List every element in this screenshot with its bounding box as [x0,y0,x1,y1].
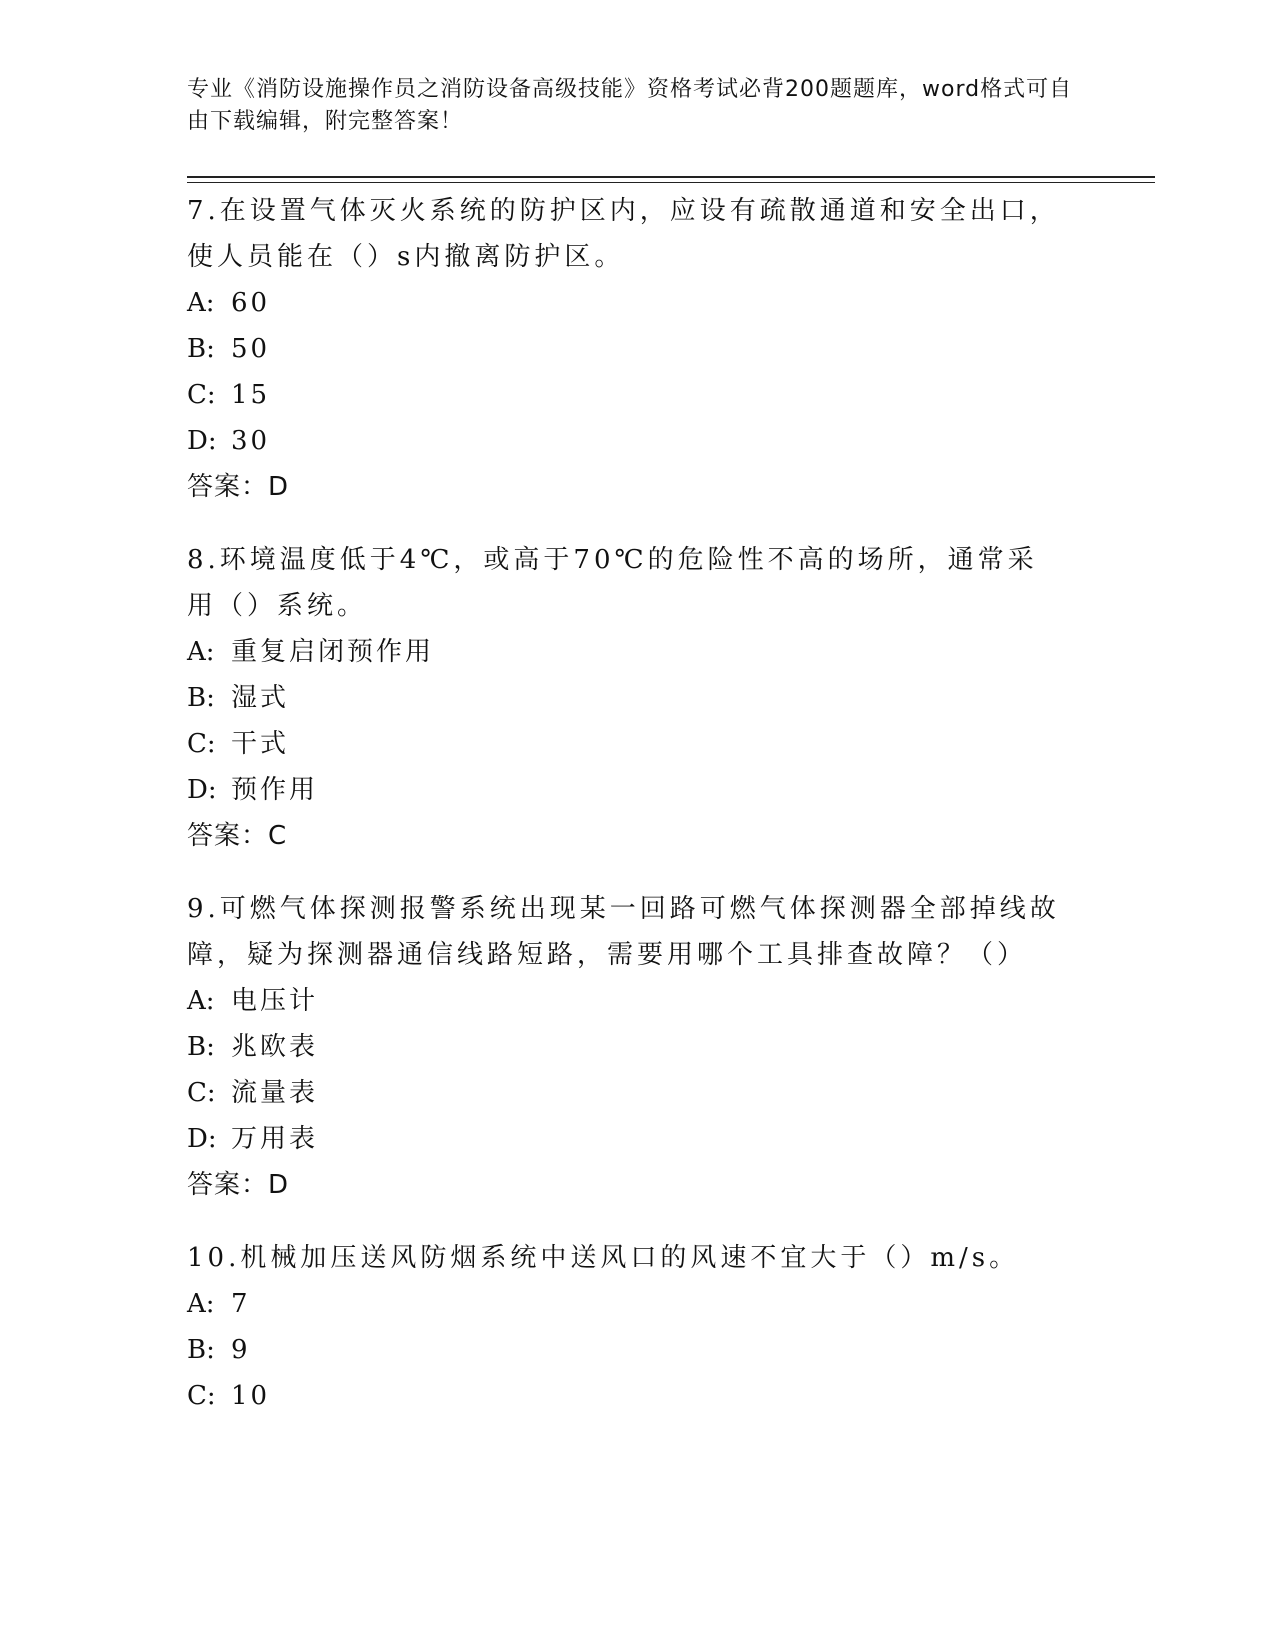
answer: 答案：D [187,472,290,502]
question-7 [187,188,1067,510]
option-value: 流量表 [231,1078,319,1108]
option-value: 干式 [231,729,290,759]
option-value: 9 [231,1335,251,1365]
option-c [187,721,1067,767]
option-label: A: [187,637,215,667]
option-value: 10 [231,1381,271,1411]
option-value: 50 [231,334,271,364]
answer: 答案：C [187,821,288,851]
option-label: C: [187,380,216,410]
option-value: 15 [231,380,271,410]
option-c [187,1373,1067,1419]
option-label: A: [187,288,215,318]
option-a [187,978,1067,1024]
option-value: 电压计 [231,986,319,1016]
option-value: 60 [231,288,271,318]
option-value: 重复启闭预作用 [231,637,435,667]
question-text: 7.在设置气体灭火系统的防护区内，应设有疏散通道和安全出口，使人员能在（）s内撤离防护区。 [187,196,1060,272]
option-label: B: [187,334,215,364]
option-c [187,372,1067,418]
question-text: 9.可燃气体探测报警系统出现某一回路可燃气体探测器全部掉线故障，疑为探测器通信线路短路，需要用哪个工具排查故障？（） [187,894,1060,970]
option-label: B: [187,683,215,713]
option-b [187,326,1067,372]
option-b [187,675,1067,721]
question-text: 10.机械加压送风防烟系统中送风口的风速不宜大于（）m/s。 [187,1243,1020,1273]
option-label: C: [187,729,216,759]
option-label: D: [187,1124,217,1154]
document-header: 专业《消防设施操作员之消防设备高级技能》资格考试必背200题题库，word格式可自由下载编辑，附完整答案！ [187,77,1073,134]
option-label: A: [187,1289,215,1319]
option-value: 30 [231,426,271,456]
option-d [187,1116,1067,1162]
option-label: B: [187,1032,215,1062]
question-8 [187,537,1067,859]
question-9 [187,886,1067,1208]
option-value: 兆欧表 [231,1032,319,1062]
option-c [187,1070,1067,1116]
option-label: C: [187,1381,216,1411]
option-value: 湿式 [231,683,290,713]
header-divider-thin [187,182,1155,183]
question-text: 8.环境温度低于4℃，或高于70℃的危险性不高的场所，通常采用（）系统。 [187,545,1038,621]
option-d [187,418,1067,464]
answer: 答案：D [187,1170,290,1200]
option-a [187,629,1067,675]
option-label: B: [187,1335,215,1365]
question-10 [187,1235,1067,1419]
option-label: A: [187,986,215,1016]
option-label: D: [187,775,217,805]
header-divider-thick [187,176,1155,178]
option-value: 万用表 [231,1124,319,1154]
option-a [187,280,1067,326]
option-label: D: [187,426,217,456]
option-d [187,767,1067,813]
option-value: 预作用 [231,775,319,805]
option-label: C: [187,1078,216,1108]
option-b [187,1024,1067,1070]
option-b [187,1327,1067,1373]
option-value: 7 [231,1289,251,1319]
option-a [187,1281,1067,1327]
